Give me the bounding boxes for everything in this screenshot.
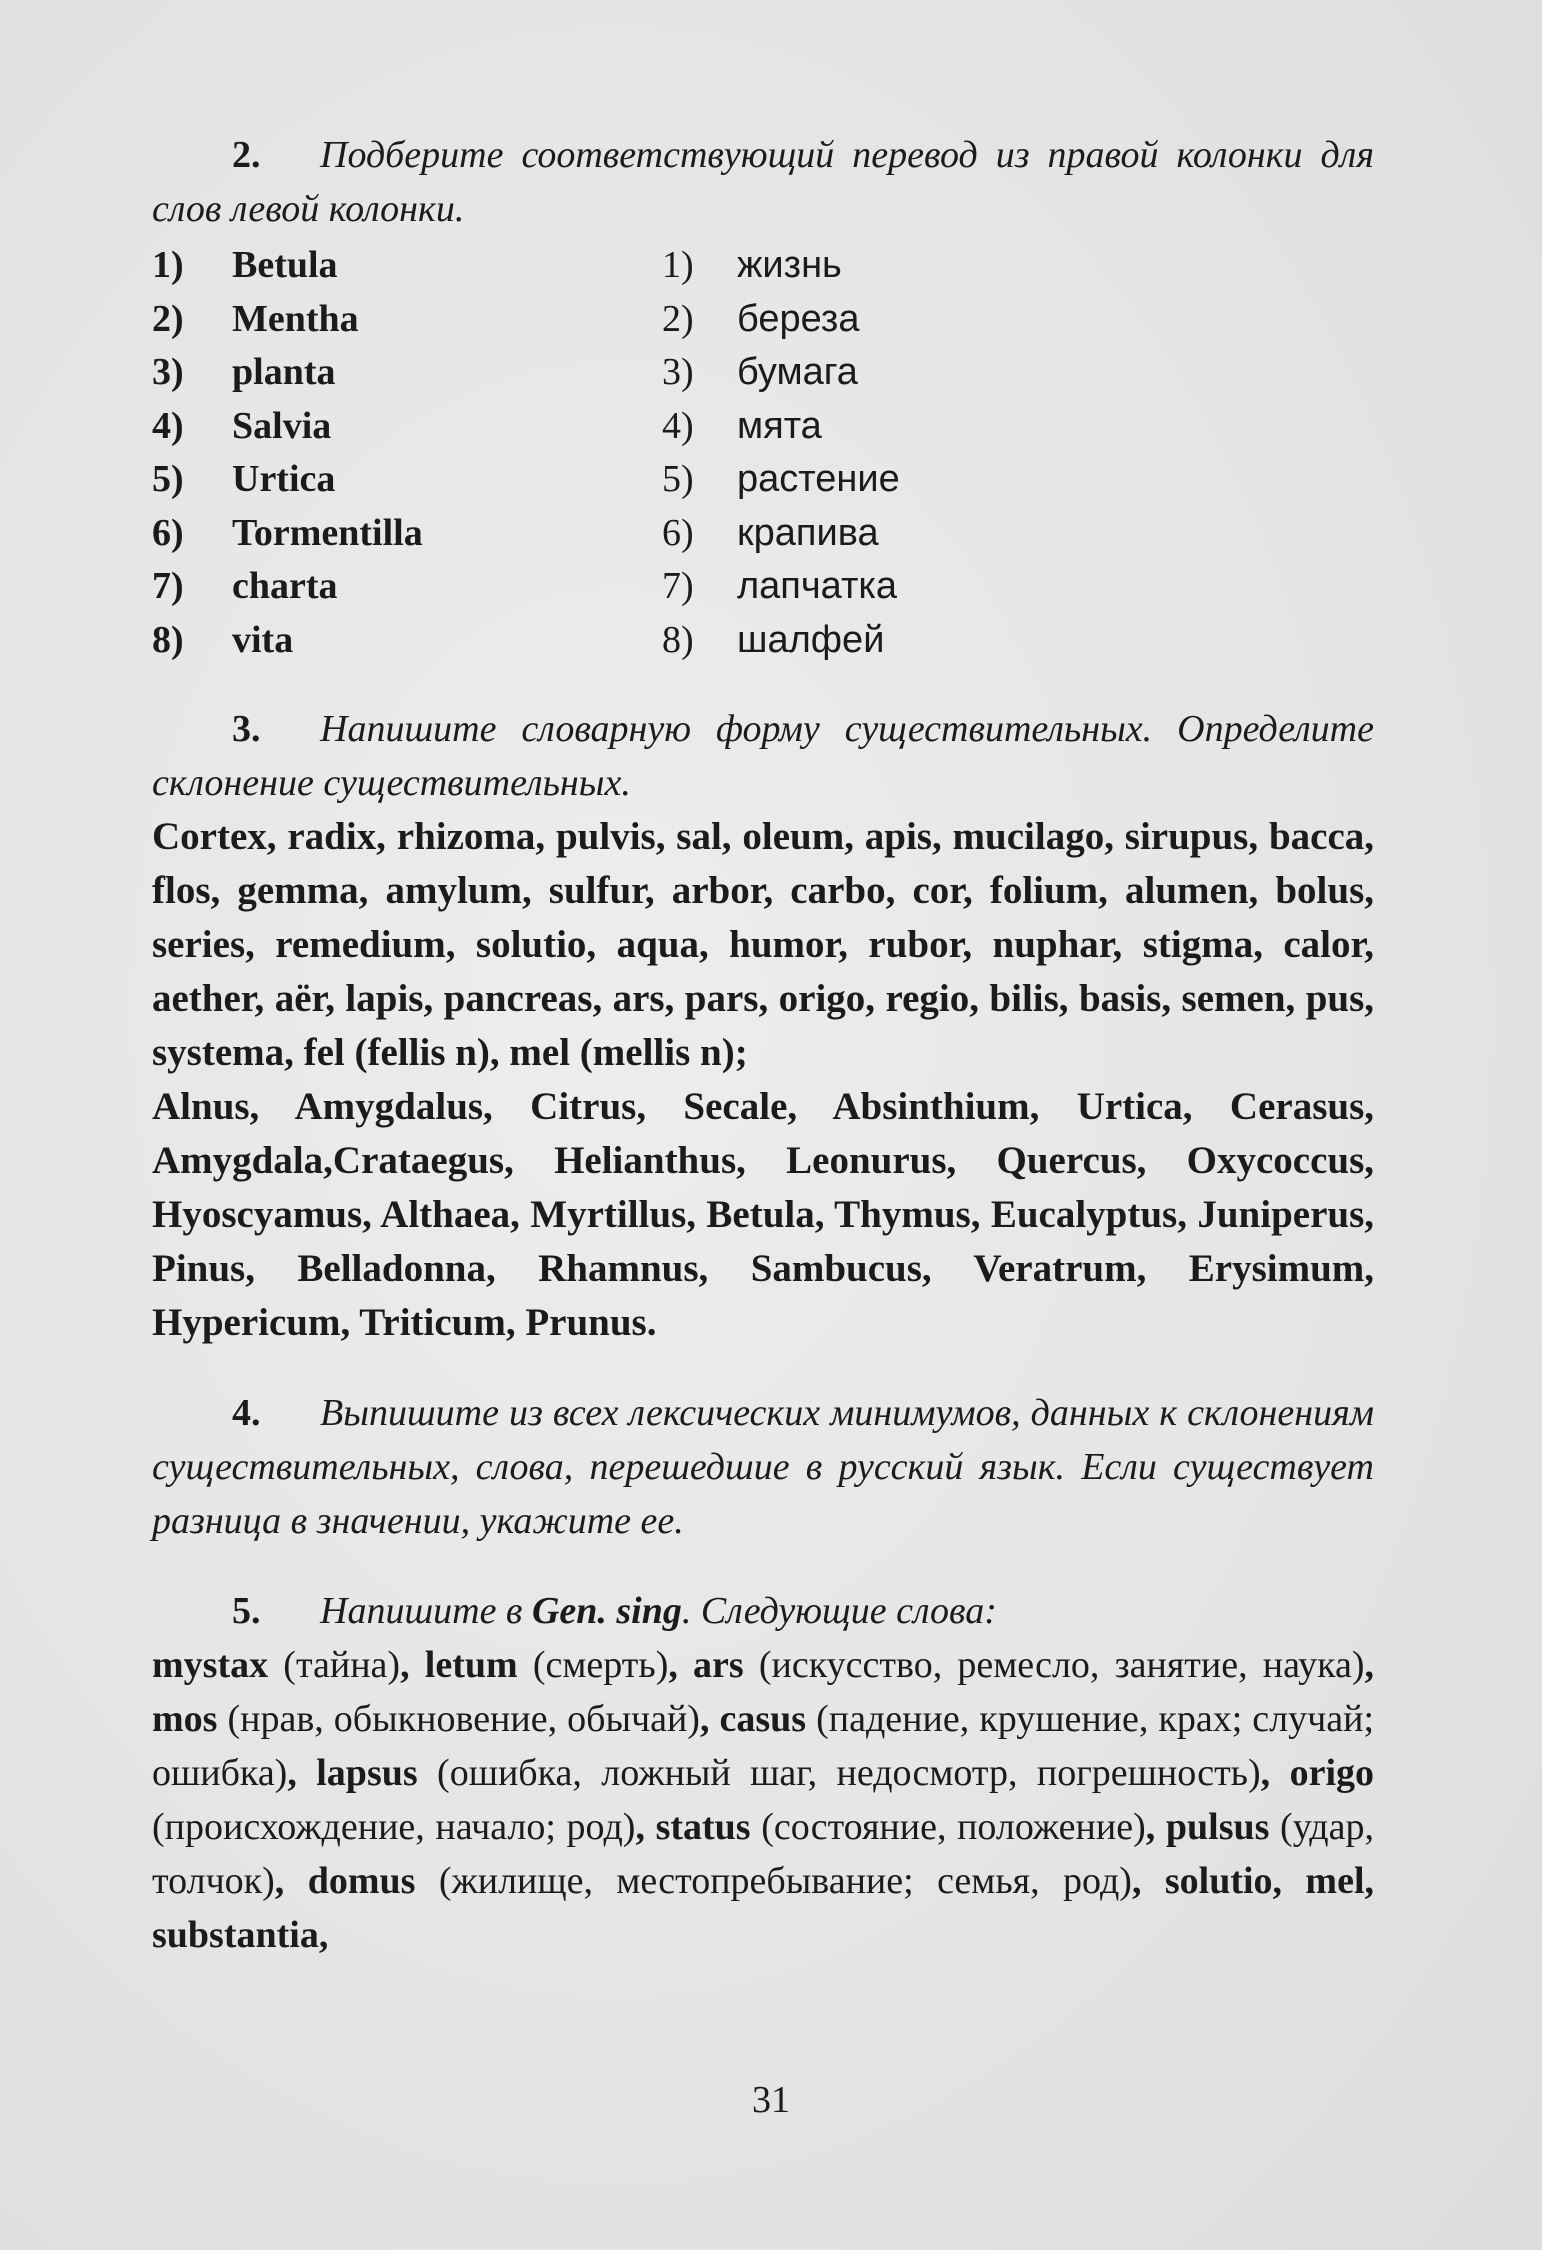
- translation: (искусство, ремесло, занятие, наука): [743, 1644, 1365, 1686]
- match-row: [152, 238, 1374, 292]
- right-number: 7): [662, 565, 694, 607]
- russian-word: жизнь: [737, 244, 842, 286]
- match-row: [152, 613, 1374, 667]
- latin-word: vita: [232, 618, 294, 661]
- separator: ,: [400, 1644, 425, 1686]
- latin-word: domus: [307, 1860, 416, 1902]
- latin-word: Tormentilla: [232, 511, 423, 554]
- task-5-instruction: [152, 1584, 1374, 1638]
- latin-word: mystax: [152, 1644, 269, 1686]
- translation: (тайна): [268, 1644, 401, 1686]
- instruction-text: Напишите словарную форму существительных. Определите склонение существительных.: [152, 708, 1374, 804]
- translation: (жилище, местопребывание; семья, род): [415, 1860, 1132, 1902]
- latin-word: status: [655, 1806, 751, 1848]
- match-row: [152, 345, 1374, 399]
- russian-word: мята: [737, 404, 822, 447]
- task-number: 3.: [232, 708, 261, 750]
- latin-word: solutio, mel, substantia,: [152, 1860, 1375, 1956]
- right-number: 6): [662, 511, 694, 554]
- match-row: [152, 452, 1374, 506]
- translation: (удар, толчок): [152, 1806, 1375, 1902]
- match-row: [152, 559, 1374, 613]
- separator: ,: [274, 1860, 308, 1902]
- task-number: 2.: [232, 134, 261, 176]
- latin-word: letum: [424, 1644, 518, 1686]
- match-row: [152, 506, 1374, 560]
- latin-word: casus: [719, 1698, 807, 1740]
- latin-word: lapsus: [316, 1752, 418, 1794]
- separator: ,: [287, 1752, 317, 1794]
- separator: ,: [1145, 1806, 1166, 1848]
- instruction-text: Подберите соответствующий перевод из правой колонки для слов левой колонки.: [152, 134, 1374, 230]
- russian-word: крапива: [737, 511, 879, 554]
- task-number: 4.: [232, 1392, 261, 1434]
- latin-word: Salvia: [232, 404, 332, 447]
- translation: (падение, крушение, крах; случай; ошибка): [152, 1698, 1375, 1794]
- right-number: 1): [662, 244, 694, 286]
- separator: ,: [635, 1806, 656, 1848]
- left-number: 7): [152, 565, 184, 607]
- instruction-case: Gen. sing: [531, 1590, 682, 1632]
- russian-word: растение: [737, 458, 900, 500]
- left-number: 1): [152, 244, 184, 286]
- separator: ,: [1131, 1860, 1165, 1902]
- separator: ,: [1364, 1644, 1374, 1686]
- task-4-instruction: [152, 1386, 1374, 1548]
- latin-word: charta: [232, 565, 338, 607]
- latin-word: origo: [1289, 1752, 1375, 1794]
- translation: (смерть): [517, 1644, 669, 1686]
- translation: (нрав, обыкновение, обычай): [217, 1698, 700, 1740]
- right-number: 5): [662, 458, 694, 500]
- word-list-gen-sing: [152, 1638, 1374, 1962]
- right-number: 4): [662, 404, 694, 447]
- latin-word: ars: [693, 1644, 744, 1686]
- russian-word: бумага: [737, 351, 858, 393]
- left-number: 2): [152, 297, 184, 340]
- left-number: 5): [152, 458, 184, 500]
- latin-word: Mentha: [232, 297, 359, 340]
- translation: (происхождение, начало; род): [152, 1806, 636, 1848]
- right-number: 2): [662, 297, 694, 340]
- page-number: 31: [752, 2079, 790, 2121]
- right-number: 8): [662, 618, 694, 661]
- noun-list-1: Cortex, radix, rhizoma, pulvis, sal, oleum, apis, mucilago, sirupus, bacca, flos, gemma, amylum, sulfur, arbor, carbo, cor, folium, alumen, bolus, series, remedium, solutio, aqua, humor, rubor, nuphar, stigma, calor, aether, aёr, lapis, pancreas, ars, pars, origo, regio, bilis, basis, semen, pus, systema, fel (fellis n), mel (mellis n);: [152, 815, 1374, 1074]
- latin-word: planta: [232, 351, 336, 393]
- russian-word: лапчатка: [737, 565, 897, 607]
- separator: ,: [1260, 1752, 1290, 1794]
- translation: (состояние, положение): [750, 1806, 1146, 1848]
- instruction-text: Выпишите из всех лексических минимумов, данных к склонениям существительных, слова, перешедшие в русский язык. Если существует разница в значении, укажите ее.: [152, 1392, 1374, 1542]
- left-number: 8): [152, 618, 184, 661]
- instruction-text-c: . Следующие слова:: [681, 1590, 997, 1632]
- match-row: [152, 399, 1374, 453]
- translation: (ошибка, ложный шаг, недосмотр, погрешность): [417, 1752, 1261, 1794]
- russian-word: шалфей: [737, 618, 885, 661]
- separator: ,: [668, 1644, 694, 1686]
- russian-word: береза: [737, 297, 860, 340]
- instruction-text-a: Напишите в: [320, 1590, 532, 1632]
- left-number: 6): [152, 511, 184, 554]
- left-number: 3): [152, 351, 184, 393]
- page-content: [152, 128, 1374, 1962]
- task-2-instruction: [152, 128, 1374, 236]
- task-3-instruction: [152, 702, 1374, 810]
- matching-table: [152, 238, 1374, 666]
- separator: ,: [699, 1698, 720, 1740]
- noun-list-2: Alnus, Amygdalus, Citrus, Secale, Absinthium, Urtica, Cerasus, Amygdala,Crataegus, Helianthus, Leonurus, Quercus, Oxycoccus, Hyoscyamus, Althaea, Myrtillus, Betula, Thymus, Eucalyptus, Juniperus, Pinus, Belladonna, Rhamnus, Sambucus, Veratrum, Erysimum, Hypericum, Triticum, Prunus.: [152, 1085, 1374, 1344]
- left-number: 4): [152, 404, 184, 447]
- match-row: [152, 292, 1374, 346]
- latin-word: Urtica: [232, 458, 336, 500]
- task-number: 5.: [232, 1590, 261, 1632]
- latin-word: mos: [152, 1698, 218, 1740]
- latin-word: Betula: [232, 244, 338, 286]
- right-number: 3): [662, 351, 694, 393]
- latin-word: pulsus: [1165, 1806, 1270, 1848]
